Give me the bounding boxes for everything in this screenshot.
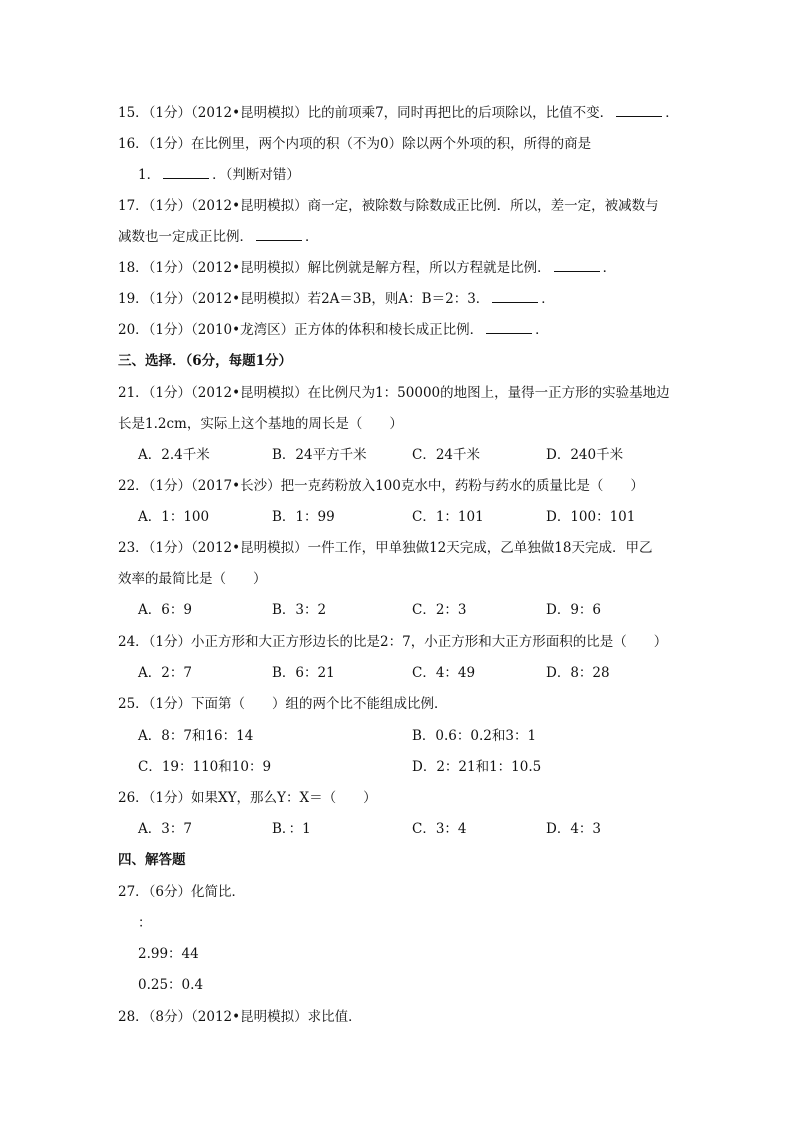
question-16-cont <box>138 165 300 185</box>
question-text: 16．（1分）在比例里，两个内项的积（不为0）除以两个外项的积，所得的商是 <box>118 136 592 152</box>
question-text: 20．（1分）（2010•龙湾区）正方体的体积和棱长成正比例． <box>118 322 484 338</box>
question-23-cont: 效率的最简比是（ ） <box>118 571 267 587</box>
question-text: 19．（1分）（2012•昆明模拟）若2A＝3B，则A：B＝2：3． <box>118 291 490 307</box>
question-text: 减数也一定成正比例． <box>118 229 253 245</box>
option-c[interactable]: C．19：110和10：9 <box>138 759 272 775</box>
option-d[interactable]: D．2：21和1：10.5 <box>412 759 542 775</box>
question-end: ． <box>602 260 617 276</box>
option-a[interactable]: A．8：7和16：14 <box>138 728 254 744</box>
answer-blank[interactable] <box>554 259 600 272</box>
option-d[interactable]: D．9：6 <box>546 602 602 618</box>
question-21: 21．（1分）（2012•昆明模拟）在比例尺为1：50000的地图上，量得一正方形的实验基地边 <box>118 385 670 401</box>
question-22: 22．（1分）（2017•长沙）把一克药粉放入100克水中，药粉与药水的质量比是（ ） <box>118 478 644 494</box>
option-d[interactable]: D．8：28 <box>546 665 610 681</box>
question-end: ．（判断对错） <box>212 167 300 183</box>
section-heading-answer: 四、解答题 <box>118 852 186 868</box>
option-b[interactable]: B．1：99 <box>272 509 335 525</box>
option-b[interactable]: B．3：2 <box>272 602 327 618</box>
answer-blank[interactable] <box>486 321 532 334</box>
option-a[interactable]: A．3：7 <box>138 821 192 837</box>
sub-item: 2.99：44 <box>138 946 199 962</box>
question-18 <box>118 258 616 278</box>
option-c[interactable]: C．3：4 <box>412 821 467 837</box>
question-25: 25．（1分）下面第（ ）组的两个比不能组成比例． <box>118 696 448 712</box>
question-23: 23．（1分）（2012•昆明模拟）一件工作，甲单独做12天完成，乙单独做18天完成．甲乙 <box>118 540 653 556</box>
question-end: ． <box>305 229 319 245</box>
question-27: 27．（6分）化简比． <box>118 884 246 900</box>
option-c[interactable]: C．1：101 <box>412 509 484 525</box>
option-b[interactable]: B．：1 <box>272 821 311 837</box>
question-text: 15．（1分）（2012•昆明模拟）比的前项乘7，同时再把比的后项除以，比值不变． <box>118 105 614 121</box>
question-text: 1． <box>138 167 161 183</box>
question-17 <box>118 196 659 216</box>
option-b[interactable]: B．24平方千米 <box>272 447 367 463</box>
question-end: ． <box>665 105 679 121</box>
question-17-cont <box>118 227 319 247</box>
question-15 <box>118 103 679 123</box>
section-heading-choice: 三、选择．（6分，每题1分） <box>118 353 293 369</box>
question-16 <box>118 134 591 154</box>
sub-item: 0.25：0.4 <box>138 977 204 993</box>
answer-blank[interactable] <box>616 104 662 117</box>
option-d[interactable]: D．240千米 <box>546 447 624 463</box>
option-a[interactable]: A．2.4千米 <box>138 447 210 463</box>
option-d[interactable]: D．100：101 <box>546 509 636 525</box>
answer-blank[interactable] <box>256 228 302 241</box>
question-21-cont: 长是1.2cm，实际上这个基地的周长是（ ） <box>118 416 403 432</box>
question-text: 18．（1分）（2012•昆明模拟）解比例就是解方程，所以方程就是比例． <box>118 260 551 276</box>
answer-blank[interactable] <box>492 290 538 303</box>
option-a[interactable]: A．6：9 <box>138 602 192 618</box>
question-end: ． <box>535 322 549 338</box>
question-text: 17．（1分）（2012•昆明模拟）商一定，被除数与除数成正比例．所以，差一定，被减数与 <box>118 198 659 214</box>
option-d[interactable]: D．4：3 <box>546 821 602 837</box>
option-a[interactable]: A．2：7 <box>138 665 192 681</box>
option-a[interactable]: A．1：100 <box>138 509 210 525</box>
option-c[interactable]: C．4：49 <box>412 665 476 681</box>
sub-item: ： <box>138 915 152 931</box>
question-end: ． <box>541 291 555 307</box>
question-20 <box>118 320 549 340</box>
option-c[interactable]: C．2：3 <box>412 602 467 618</box>
question-26: 26．（1分）如果XY，那么Y：X＝（ ） <box>118 790 377 806</box>
option-c[interactable]: C．24千米 <box>412 447 481 463</box>
question-24: 24．（1分）小正方形和大正方形边长的比是2：7，小正方形和大正方形面积的比是（ ） <box>118 634 668 650</box>
option-b[interactable]: B．6：21 <box>272 665 335 681</box>
answer-blank[interactable] <box>163 166 209 179</box>
option-b[interactable]: B．0.6：0.2和3：1 <box>412 728 537 744</box>
question-28: 28．（8分）（2012•昆明模拟）求比值． <box>118 1009 362 1025</box>
question-19 <box>118 289 555 309</box>
